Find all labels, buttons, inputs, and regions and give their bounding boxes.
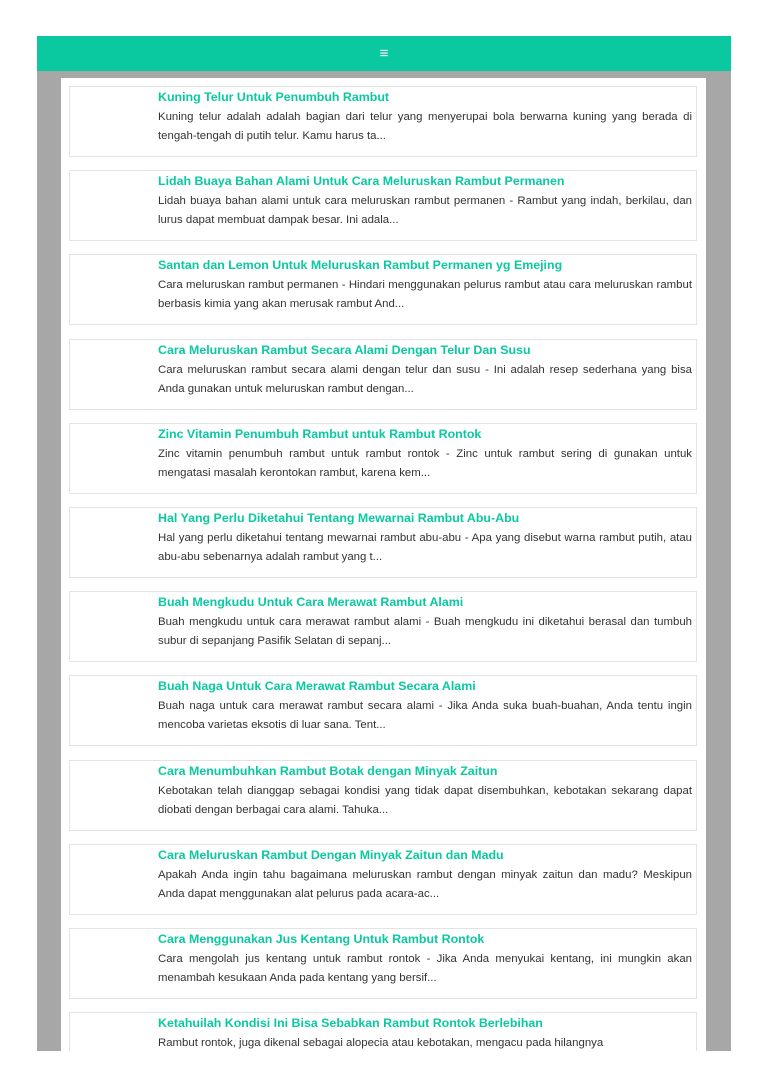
article-thumbnail[interactable] — [70, 1013, 156, 1051]
article-card-body — [158, 678, 692, 735]
article-title-link[interactable]: Kuning Telur Untuk Penumbuh Rambut — [158, 90, 390, 104]
article-title-link[interactable]: Cara Meluruskan Rambut Dengan Minyak Zaitun dan Madu — [158, 847, 504, 862]
article-card[interactable] — [69, 928, 697, 999]
article-thumbnail[interactable] — [70, 424, 156, 493]
article-card[interactable] — [69, 339, 697, 410]
article-excerpt: Kuning telur adalah adalah bagian dari telur yang menyerupai bola berwarna kuning yang berada di tengah-tengah di putih telur. Kamu harus ta... — [158, 111, 692, 142]
article-card-body — [158, 173, 692, 230]
article-card[interactable] — [69, 675, 697, 746]
article-title-link[interactable]: Cara Menumbuhkan Rambut Botak dengan Minyak Zaitun — [158, 763, 498, 778]
article-title-link[interactable]: Lidah Buaya Bahan Alami Untuk Cara Meluruskan Rambut Permanen — [158, 174, 565, 189]
article-thumbnail[interactable] — [70, 676, 156, 745]
article-thumbnail[interactable] — [70, 340, 156, 409]
article-title-link[interactable]: Santan dan Lemon Untuk Meluruskan Rambut Permanen yg Emejing — [158, 258, 563, 273]
article-excerpt: Buah mengkudu untuk cara merawat rambut alami - Buah mengkudu ini diketahui berasal dan tumbuh subur di sepanjang Pasifik Selatan di sepanj... — [158, 616, 692, 648]
article-thumbnail[interactable] — [70, 845, 156, 914]
article-card-body — [158, 257, 692, 314]
article-card[interactable] — [69, 844, 697, 915]
article-card[interactable] — [69, 86, 697, 157]
article-title-link[interactable]: Hal Yang Perlu Diketahui Tentang Mewarnai Rambut Abu-Abu — [158, 510, 520, 525]
article-excerpt: Lidah buaya bahan alami untuk cara meluruskan rambut permanen - Rambut yang indah, berkilau, dan lurus dapat membuat dampak besar. Ini adala... — [158, 195, 692, 227]
article-title-link[interactable]: Buah Mengkudu Untuk Cara Merawat Rambut Alami — [158, 595, 464, 610]
article-excerpt: Rambut rontok, juga dikenal sebagai alopecia atau kebotakan, mengacu pada hilangnya — [158, 1037, 604, 1050]
article-thumbnail[interactable] — [70, 508, 156, 577]
article-excerpt: Kebotakan telah dianggap sebagai kondisi yang tidak dapat disembuhkan, kebotakan sekarang dapat diobati dengan berbagai cara alami. Tahuka... — [158, 784, 692, 816]
article-excerpt: Cara meluruskan rambut permanen - Hindari menggunakan pelurus rambut atau cara meluruskan rambut berbasis kimia yang akan merusak rambut And... — [158, 279, 692, 311]
article-card-body — [158, 1015, 692, 1051]
article-title-link[interactable]: Ketahuilah Kondisi Ini Bisa Sebabkan Rambut Rontok Berlebihan — [158, 1016, 543, 1031]
article-card-body — [158, 89, 692, 146]
article-thumbnail[interactable] — [70, 87, 156, 156]
article-card-body — [158, 931, 692, 988]
article-list — [69, 86, 697, 1051]
article-thumbnail[interactable] — [70, 761, 156, 830]
article-excerpt: Zinc vitamin penumbuh rambut untuk rambut rontok - Zinc untuk rambut sering di gunakan untuk mengatasi masalah kerontokan rambut, karena kem... — [158, 447, 692, 479]
article-card-body — [158, 426, 692, 483]
article-card-body — [158, 847, 692, 904]
article-excerpt: Buah naga untuk cara merawat rambut secara alami - Jika Anda suka buah-buahan, Anda tentu ingin mencoba varietas eksotis di luar sana. Tent... — [158, 700, 692, 732]
article-excerpt: Cara meluruskan rambut secara alami dengan telur dan susu - Ini adalah resep sederhana yang bisa Anda gunakan untuk meluruskan rambut dengan... — [158, 363, 692, 395]
article-thumbnail[interactable] — [70, 255, 156, 324]
article-card-body — [158, 763, 692, 820]
article-card[interactable] — [69, 760, 697, 831]
article-excerpt: Cara mengolah jus kentang untuk rambut rontok - Jika Anda menyukai kentang, ini mungkin akan menambah kesukaan Anda pada kentang yang bersif... — [158, 952, 692, 984]
article-list-container — [61, 78, 706, 1051]
article-card-body — [158, 342, 692, 399]
article-thumbnail[interactable] — [70, 929, 156, 998]
article-card[interactable] — [69, 1012, 697, 1051]
hamburger-menu-icon[interactable]: ≡ — [379, 45, 389, 62]
article-title-link[interactable]: Zinc Vitamin Penumbuh Rambut untuk Rambut Rontok — [158, 426, 482, 441]
article-card-body — [158, 510, 692, 567]
article-card[interactable] — [69, 423, 697, 494]
article-title-link[interactable]: Buah Naga Untuk Cara Merawat Rambut Secara Alami — [158, 679, 476, 694]
top-navigation-bar — [37, 36, 731, 71]
article-card[interactable] — [69, 254, 697, 325]
article-card[interactable] — [69, 507, 697, 578]
article-title-link[interactable]: Cara Meluruskan Rambut Secara Alami Dengan Telur Dan Susu — [158, 342, 531, 357]
article-excerpt: Hal yang perlu diketahui tentang mewarnai rambut abu-abu - Apa yang disebut warna rambut putih, atau abu-abu sebenarnya adalah rambut yang t... — [158, 531, 692, 563]
article-excerpt: Apakah Anda ingin tahu bagaimana meluruskan rambut dengan minyak zaitun dan madu? Meskipun Anda dapat menggunakan alat pelurus pada acara-ac... — [158, 868, 692, 900]
article-card-body — [158, 594, 692, 651]
article-title-link[interactable]: Cara Menggunakan Jus Kentang Untuk Rambut Rontok — [158, 931, 485, 946]
article-card[interactable] — [69, 170, 697, 241]
page-frame — [37, 36, 731, 1051]
article-thumbnail[interactable] — [70, 171, 156, 240]
article-thumbnail[interactable] — [70, 592, 156, 661]
article-card[interactable] — [69, 591, 697, 662]
